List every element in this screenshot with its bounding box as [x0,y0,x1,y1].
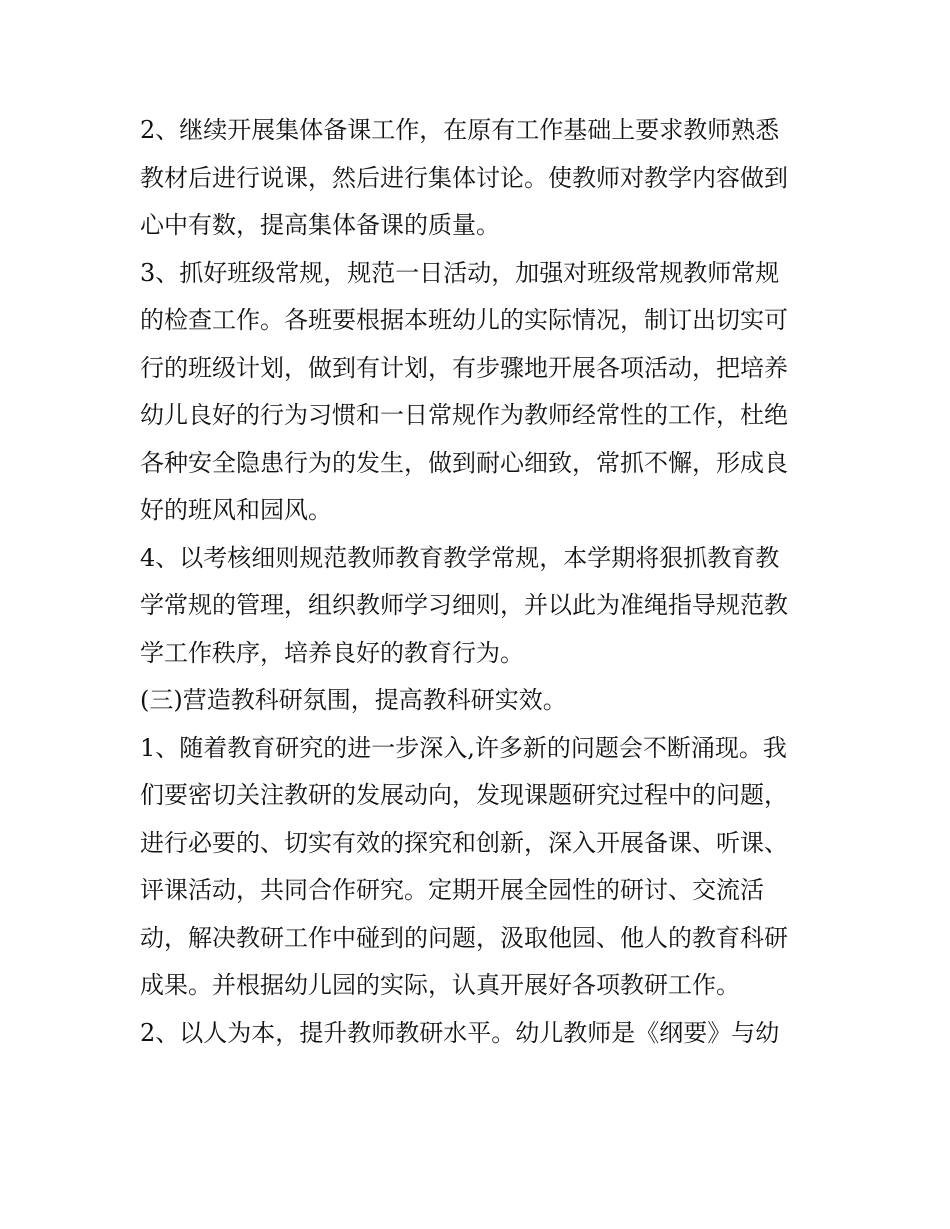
text-line: 评课活动，共同合作研究。定期开展全园性的研讨、交流活 [140,876,764,904]
text-line: 教材后进行说课，然后进行集体讨论。使教师对教学内容做到 [140,163,788,192]
text-line: 学常规的管理，组织教师学习细则，并以此为准绳指导规范教 [140,591,788,619]
text-line: 们要密切关注教研的发展动向，发现课题研究过程中的问题， [140,781,788,809]
text-line: 4、以考核细则规范教师教育教学常规，本学期将狠抓教育教 [140,543,780,572]
text-line: 学工作秩序，培养良好的教育行为。 [140,638,524,667]
text-line: 2、继续开展集体备课工作，在原有工作基础上要求教师熟悉 [140,116,780,144]
section-heading [140,677,820,725]
text-line: 2、以人为本，提升教师教研水平。幼儿教师是《纲要》与幼 [140,1018,780,1047]
document-body [140,107,820,1057]
paragraph-collective-lesson-prep [140,107,820,250]
text-line: 进行必要的、切实有效的探究和创新，深入开展备课、听课、 [140,828,788,857]
text-line: 各种安全隐患行为的发生，做到耐心细致，常抓不懈，形成良 [140,448,788,477]
text-line: 成果。并根据幼儿园的实际，认真开展好各项教研工作。 [140,971,740,999]
paragraph-assessment-rules [140,535,820,678]
text-line: 1、随着教育研究的进一步深入,许多新的问题会不断涌现。我 [140,733,787,762]
section-heading-text: (三)营造教科研氛围，提高教科研实效。 [140,686,567,714]
text-line: 的检查工作。各班要根据本班幼儿的实际情况，制订出切实可 [140,306,788,334]
text-line: 行的班级计划，做到有计划，有步骤地开展各项活动，把培养 [140,353,788,382]
text-line: 3、抓好班级常规，规范一日活动，加强对班级常规教师常规 [140,258,780,287]
text-line: 好的班风和园风。 [140,496,332,524]
paragraph-research-deepening [140,725,820,1010]
paragraph-class-routine [140,250,820,535]
text-line: 动，解决教研工作中碰到的问题，汲取他园、他人的教育科研 [140,923,788,952]
text-line: 心中有数，提高集体备课的质量。 [140,211,500,239]
text-line: 幼儿良好的行为习惯和一日常规作为教师经常性的工作，杜绝 [140,401,788,429]
paragraph-people-oriented [140,1010,820,1058]
